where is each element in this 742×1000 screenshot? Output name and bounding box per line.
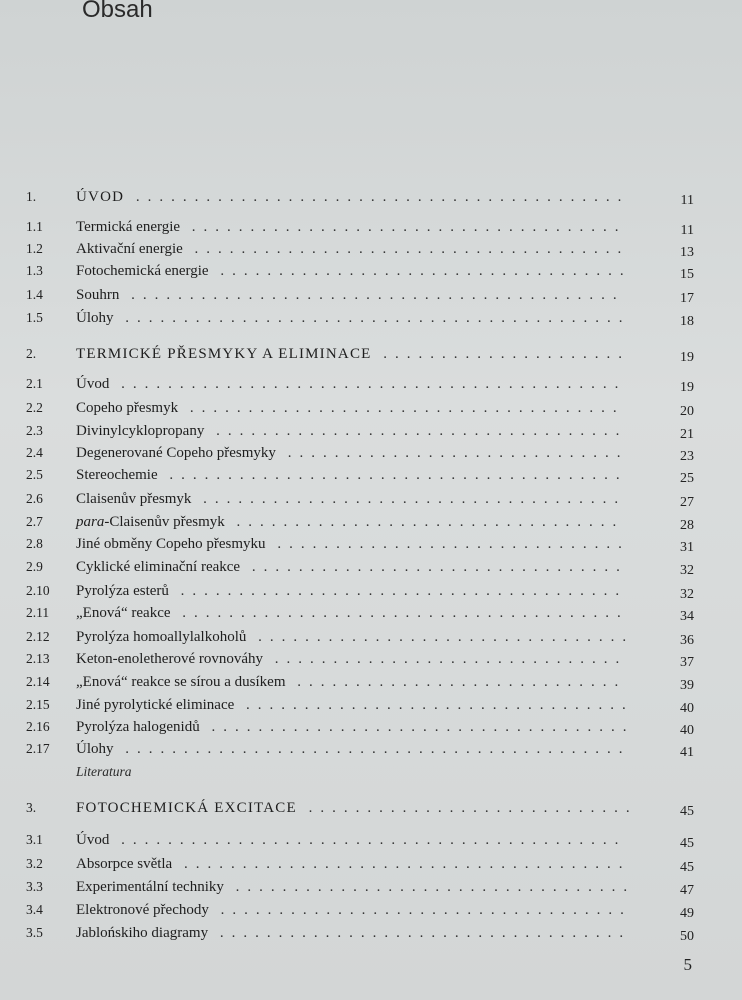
toc-entry-number: 2.16	[26, 719, 50, 734]
toc-entry-title	[76, 716, 634, 738]
toc-entry-title	[76, 876, 635, 898]
toc-entry-title	[76, 922, 631, 944]
toc-chapter	[0, 186, 742, 208]
toc-entry-number: 2.15	[26, 697, 50, 712]
toc-entry	[0, 580, 742, 602]
toc-entry-title	[76, 238, 629, 260]
dot-leader: .....................................	[182, 241, 630, 257]
toc-entry-title-text: Copeho přesmyk	[76, 400, 179, 416]
toc-entry-title	[76, 602, 629, 624]
toc-entry	[0, 876, 742, 898]
toc-entry	[0, 853, 742, 875]
toc-entry-page: 19	[680, 350, 694, 365]
toc-entry-page: 19	[680, 380, 694, 395]
toc-entry-title-text: ÚVOD	[76, 189, 125, 205]
dot-leader: .................................	[234, 697, 634, 713]
toc-entry-title-text: Úlohy	[76, 310, 114, 326]
toc-entry	[0, 238, 742, 260]
toc-entry	[0, 511, 742, 533]
toc-entry	[0, 442, 742, 464]
toc-entry-page: 36	[680, 633, 694, 648]
toc-entry-page: 18	[680, 314, 694, 329]
toc-entry-title	[76, 829, 626, 851]
toc-entry-page: 45	[680, 836, 694, 851]
dot-leader: ...................................	[208, 263, 632, 279]
toc-entry-title	[76, 216, 627, 238]
toc-entry-title-text: Pyrolýza halogenidů	[76, 719, 200, 735]
toc-entry-title-text: Jiné pyrolytické eliminace	[76, 697, 235, 713]
toc-entry-title	[76, 307, 631, 329]
dot-leader: ..............................	[263, 651, 628, 667]
toc-entry-title	[76, 442, 628, 464]
toc-entry-page: 28	[680, 518, 694, 533]
toc-entry-page: 45	[680, 860, 694, 875]
toc-entry-number: 2.5	[26, 467, 43, 482]
toc-entry	[0, 556, 742, 578]
literatura-label: Literatura	[76, 764, 132, 779]
toc-entry-title	[76, 464, 628, 486]
toc-entry-title-text: Keton-enoletherové rovnováhy	[76, 651, 264, 667]
page-title: Obsah	[82, 0, 153, 23]
toc-entry-number: 3.	[26, 800, 37, 815]
toc-entry-title	[76, 284, 625, 306]
toc-entry-title	[76, 626, 634, 648]
toc-entry-title-text: Aktivační energie	[76, 241, 183, 257]
page-number: 5	[683, 955, 692, 974]
toc-entry-number: 2.1	[26, 376, 43, 391]
toc-entry-title-text: Úlohy	[76, 741, 114, 757]
toc-entry-number: 2.13	[26, 651, 50, 666]
toc-entry-number: 2.12	[26, 629, 50, 644]
toc-entry-title-text: Pyrolýza homoallylalkoholů	[76, 629, 247, 645]
toc-entry	[0, 694, 742, 716]
toc-entry-number: 1.	[26, 189, 37, 204]
dot-leader: .....................	[371, 346, 631, 362]
toc-entry-page: 34	[680, 609, 694, 624]
toc-entry-title-text: Souhrn	[76, 287, 120, 303]
toc-entry-page: 50	[680, 929, 694, 944]
toc-entry-number: 1.3	[26, 263, 43, 278]
toc-entry-title	[76, 797, 638, 819]
dot-leader: ...................................	[208, 902, 632, 918]
toc-entry-title-text: TERMICKÉ PŘESMYKY A ELIMINACE	[76, 346, 372, 362]
toc-entry-page: 21	[680, 427, 694, 442]
toc-entry-number: 1.2	[26, 241, 43, 256]
toc-entry-page: 17	[680, 291, 694, 306]
toc-entry-number: 3.5	[26, 925, 43, 940]
toc-entry-page: 32	[680, 563, 694, 578]
toc-entry-page: 31	[680, 540, 694, 555]
toc-entry-title	[76, 420, 627, 442]
dot-leader: ..............................	[265, 536, 630, 552]
toc-entry-title	[76, 556, 628, 578]
toc-entry-title-text: -Claisenův přesmyk	[104, 514, 225, 530]
toc-entry-title-text: Experimentální techniky	[76, 879, 224, 895]
dot-leader: ......................................	[168, 583, 628, 599]
dot-leader: ..................................	[223, 879, 636, 895]
toc-entry-title-text: Degenerované Copeho přesmyky	[76, 445, 276, 461]
toc-entry-page: 41	[680, 745, 694, 760]
dot-leader: ...................................	[204, 423, 628, 439]
toc-entry	[0, 602, 742, 624]
dot-leader: ............................	[285, 674, 627, 690]
toc-entry-title	[76, 738, 631, 760]
toc-entry	[0, 671, 742, 693]
toc-entry-title-text: Stereochemie	[76, 467, 158, 483]
toc-entry-title-text: Claisenův přesmyk	[76, 491, 192, 507]
toc-entry-page: 27	[680, 495, 694, 510]
toc-entry-number: 2.7	[26, 514, 43, 529]
toc-entry-number: 2.3	[26, 423, 43, 438]
toc-entry	[0, 922, 742, 944]
toc-entry-number: 2.17	[26, 741, 50, 756]
toc-entry-title-text: Úvod	[76, 376, 110, 392]
toc-entry-title-text: Úvod	[76, 832, 110, 848]
toc-entry-number: 2.10	[26, 583, 50, 598]
toc-entry	[0, 899, 742, 921]
toc-entry-page: 40	[680, 701, 694, 716]
toc-entry-title	[76, 397, 625, 419]
toc-entry-title	[76, 580, 627, 602]
toc-entry-number: 3.1	[26, 832, 43, 847]
toc-entry-title	[76, 648, 627, 670]
dot-leader: ................................	[246, 629, 635, 645]
toc-entry-number: 1.1	[26, 219, 43, 234]
dot-leader: ...........................................	[109, 832, 627, 848]
toc-entry-number: 1.5	[26, 310, 43, 325]
toc-entry-title	[76, 343, 630, 365]
toc-entry-number: 2.8	[26, 536, 43, 551]
toc-entry-title-text: Pyrolýza esterů	[76, 583, 169, 599]
dot-leader: ......................................	[170, 605, 629, 621]
toc-entry	[0, 373, 742, 395]
toc-entry-number: 2.14	[26, 674, 50, 689]
toc-entry-title	[76, 488, 626, 510]
toc-entry-title-text: Jablońskiho diagramy	[76, 925, 209, 941]
toc-entry	[0, 420, 742, 442]
toc-entry	[0, 488, 742, 510]
toc-entry	[0, 260, 742, 282]
toc-entry	[0, 829, 742, 851]
dot-leader: .....................................	[178, 400, 625, 416]
toc-entry-title	[76, 853, 630, 875]
toc-entry-page: 25	[680, 471, 694, 486]
toc-entry	[0, 397, 742, 419]
toc-entry	[0, 626, 742, 648]
dot-leader: ..........................................	[124, 189, 630, 205]
toc-entry-title-text: Divinylcyklopropany	[76, 423, 205, 439]
toc-entry	[0, 307, 742, 329]
dot-leader: ...................................	[208, 925, 632, 941]
dot-leader: .................................	[224, 514, 625, 530]
toc-entry-title-text: Jiné obměny Copeho přesmyku	[76, 536, 266, 552]
toc-entry-page: 49	[680, 906, 694, 921]
toc-entry-number: 2.4	[26, 445, 43, 460]
dot-leader: ..........................................	[119, 287, 625, 303]
toc-chapter	[0, 797, 742, 819]
toc-entry-number: 2.	[26, 346, 37, 361]
toc-entry	[0, 216, 742, 238]
dot-leader: .............................	[275, 445, 629, 461]
toc-entry-title-text: Termická energie	[76, 219, 181, 235]
dot-leader: ......................................	[172, 856, 631, 872]
toc-entry-number: 2.9	[26, 559, 43, 574]
toc-entry-title-text: „Enová“ reakce	[76, 605, 171, 621]
dot-leader: ...........................................	[113, 741, 631, 757]
toc-chapter	[0, 343, 742, 365]
toc-entry-number: 2.6	[26, 491, 43, 506]
toc-entry-title	[76, 260, 632, 282]
toc-entry-title-text: FOTOCHEMICKÁ EXCITACE	[76, 800, 297, 816]
toc-entry-title	[76, 671, 626, 693]
toc-entry	[0, 284, 742, 306]
toc-entry-title	[76, 899, 632, 921]
toc-entry	[0, 738, 742, 760]
toc-entry-number: 1.4	[26, 287, 43, 302]
dot-leader: ............................	[296, 800, 638, 816]
dot-leader: ....................................	[191, 491, 627, 507]
toc-entry-page: 45	[680, 804, 694, 819]
toc-entry-page: 39	[680, 678, 694, 693]
toc-entry-title	[76, 373, 626, 395]
toc-entry-title-text: Absorpce světla	[76, 856, 173, 872]
toc-entry-page: 15	[680, 267, 694, 282]
dot-leader: ....................................	[199, 719, 635, 735]
toc-entry-page: 32	[680, 587, 694, 602]
toc-entry-title-italic: para	[76, 514, 105, 530]
toc-entry-title	[76, 186, 629, 208]
dot-leader: .......................................	[157, 467, 628, 483]
dot-leader: ...........................................	[109, 376, 627, 392]
toc-entry-page: 13	[680, 245, 694, 260]
toc-entry-number: 3.4	[26, 902, 43, 917]
toc-entry-page: 37	[680, 655, 694, 670]
toc-entry-title-text: Cyklické eliminační reakce	[76, 559, 241, 575]
dot-leader: ...........................................	[113, 310, 631, 326]
toc-entry-title	[76, 511, 624, 533]
toc-entry-number: 2.2	[26, 400, 43, 415]
dot-leader: ................................	[240, 559, 628, 575]
toc-entry-number: 3.2	[26, 856, 43, 871]
toc-entry-number: 2.11	[26, 605, 50, 620]
dot-leader: .....................................	[180, 219, 627, 235]
toc-entry-title	[76, 533, 630, 555]
toc-entry-page: 23	[680, 449, 694, 464]
toc-entry	[0, 716, 742, 738]
toc-entry-page: 47	[680, 883, 694, 898]
toc-entry-page: 20	[680, 404, 694, 419]
toc-entry-title-text: Fotochemická energie	[76, 263, 209, 279]
toc-entry-page: 11	[680, 223, 694, 238]
toc-entry	[0, 648, 742, 670]
toc-entry-title-text: „Enová“ reakce se sírou a dusíkem	[76, 674, 286, 690]
toc-entry-page: 40	[680, 723, 694, 738]
toc-entry	[0, 464, 742, 486]
toc-entry-title	[76, 694, 634, 716]
toc-entry-number: 3.3	[26, 879, 43, 894]
toc-entry	[0, 533, 742, 555]
toc-entry-page: 11	[680, 193, 694, 208]
toc-entry-title-text: Elektronové přechody	[76, 902, 209, 918]
